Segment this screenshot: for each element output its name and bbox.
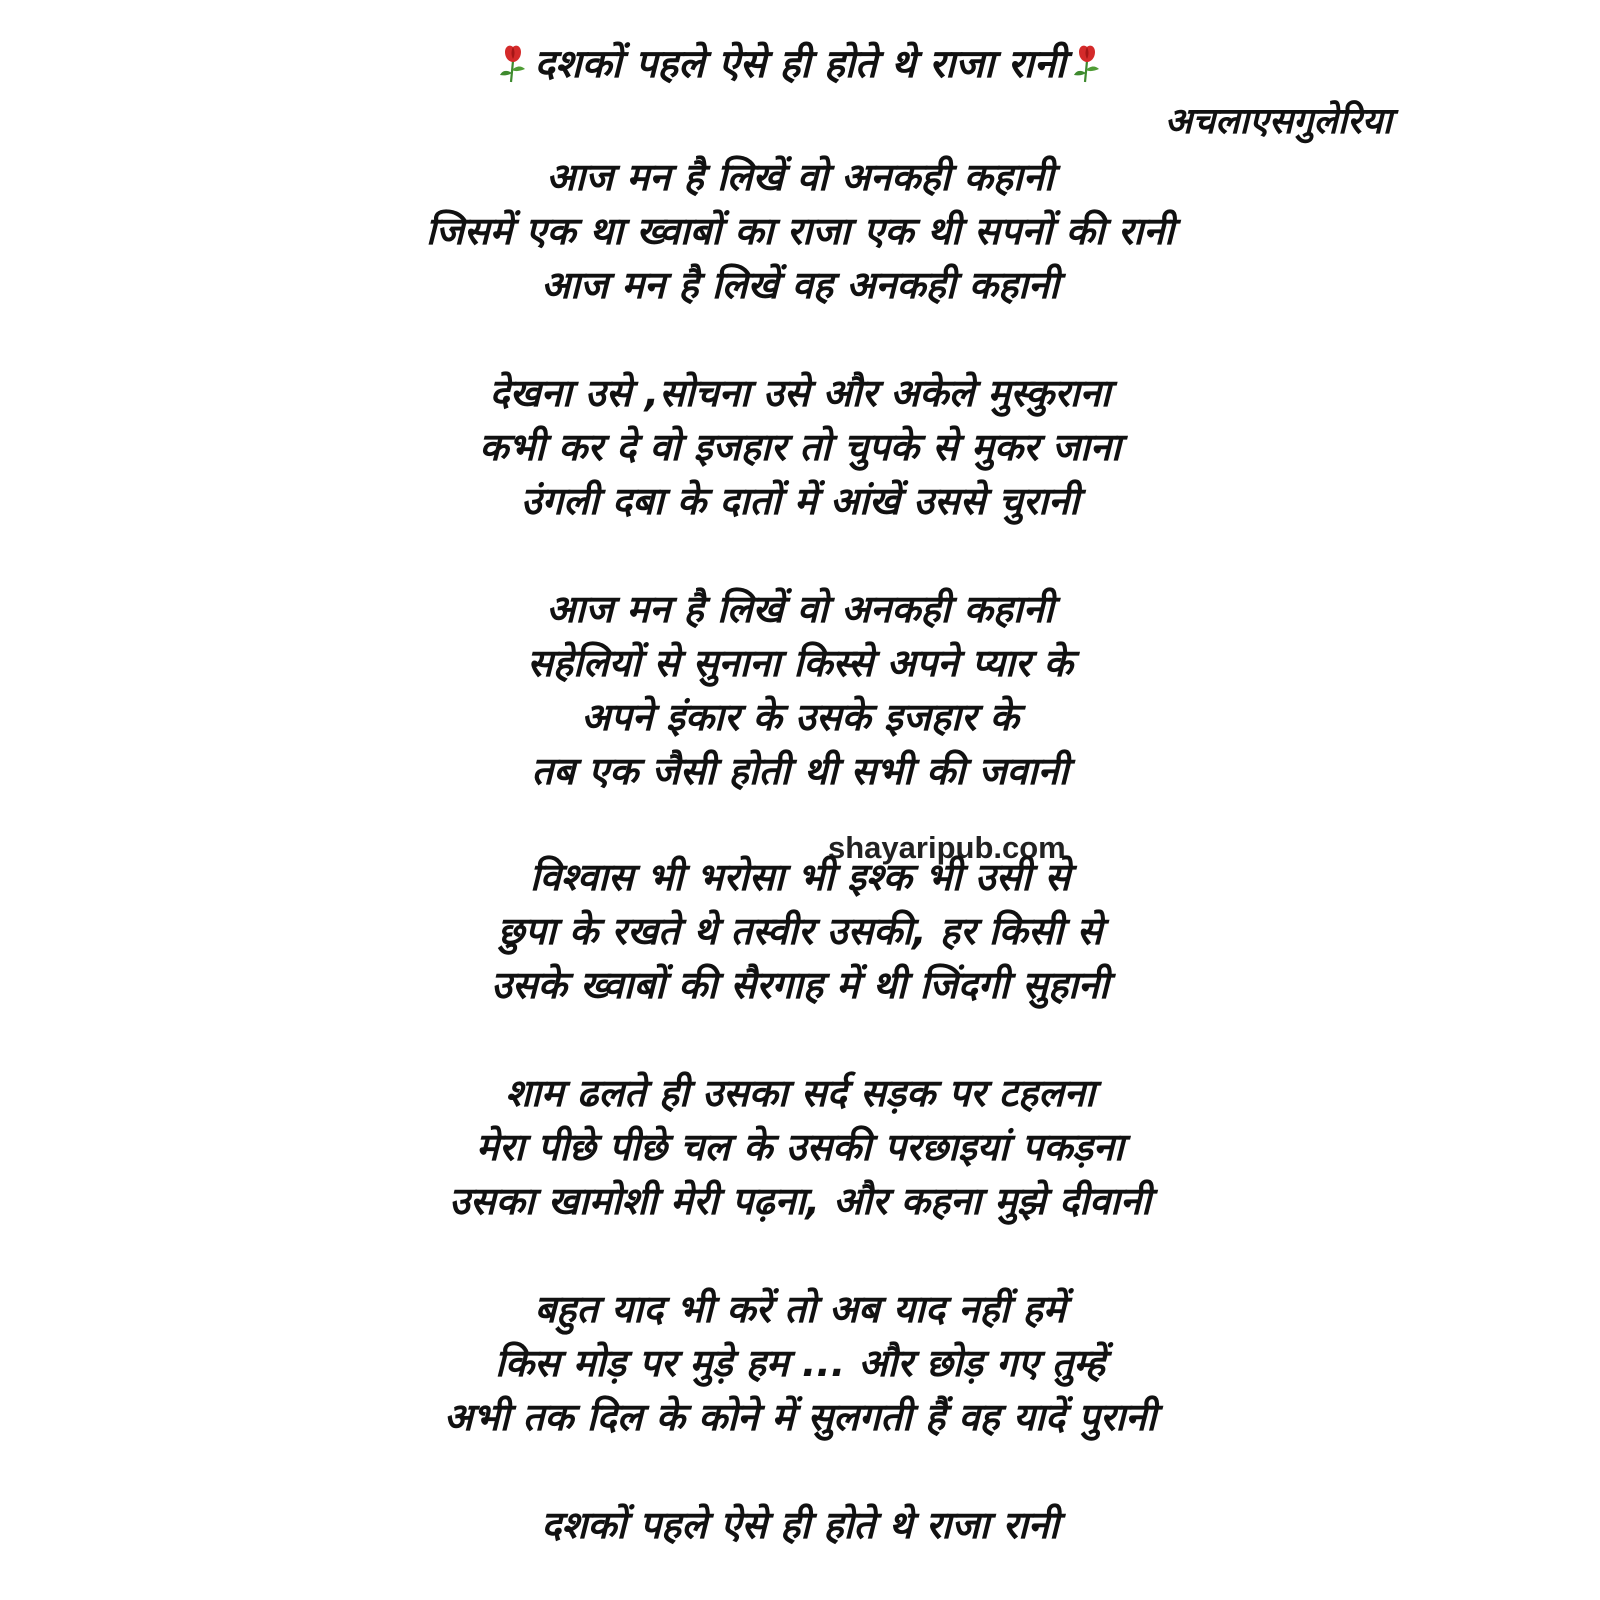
poem-line: अपने इंकार के उसके इजहार के xyxy=(581,695,1019,739)
poem-title-text: दशकों पहले ऐसे ही होते थे राजा रानी xyxy=(534,42,1066,87)
poem-line: जिसमें एक था ख्वाबों का राजा एक थी सपनों की रानी xyxy=(425,209,1175,253)
poem-line: उंगली दबा के दातों में आंखें उससे चुरानी xyxy=(520,479,1080,523)
poem-line: सहेलियों से सुनाना किस्से अपने प्यार के xyxy=(527,641,1073,685)
poem-line: उसका खामोशी मेरी पढ़ना, और कहना मुझे दीवानी xyxy=(449,1179,1151,1223)
poem-line: अभी तक दिल के कोने में सुलगती हैं वह यादें पुरानी xyxy=(443,1395,1157,1439)
poem-line: उसके ख्वाबों की सैरगाह में थी जिंदगी सुहानी xyxy=(491,963,1109,1007)
poem-line: तब एक जैसी होती थी सभी की जवानी xyxy=(531,749,1069,793)
poem-line: कभी कर दे वो इजहार तो चुपके से मुकर जाना xyxy=(479,425,1121,469)
poem-line: आज मन है लिखें वह अनकही कहानी xyxy=(541,263,1059,307)
rose-icon xyxy=(496,43,530,83)
poem-line: देखना उसे ,सोचना उसे और अकेले मुस्कुराना xyxy=(489,371,1111,415)
poem-line: शाम ढलते ही उसका सर्द सड़क पर टहलना xyxy=(505,1071,1095,1115)
site-watermark: shayaripub.com xyxy=(828,830,1066,865)
poem-line: आज मन है लिखें वो अनकही कहानी xyxy=(546,155,1054,199)
poem-line: बहुत याद भी करें तो अब याद नहीं हमें xyxy=(534,1287,1066,1331)
author-name: अचलाएसगुलेरिया xyxy=(1164,101,1392,142)
poem-title xyxy=(0,38,1600,92)
poem-line: विश्वास भी भरोसा भी इश्क भी उसी से xyxy=(529,855,1071,899)
poem-line: आज मन है लिखें वो अनकही कहानी xyxy=(546,587,1054,631)
poem-line: छुपा के रखते थे तस्वीर उसकी, हर किसी से xyxy=(497,909,1103,953)
poem-line: मेरा पीछे पीछे चल के उसकी परछाइयां पकड़ना xyxy=(476,1125,1124,1169)
poem-line: किस मोड़ पर मुड़े हम ... और छोड़ गए तुम्हें xyxy=(494,1341,1105,1385)
rose-icon xyxy=(1070,43,1104,83)
poem-line: दशकों पहले ऐसे ही होते थे राजा रानी xyxy=(541,1503,1059,1547)
